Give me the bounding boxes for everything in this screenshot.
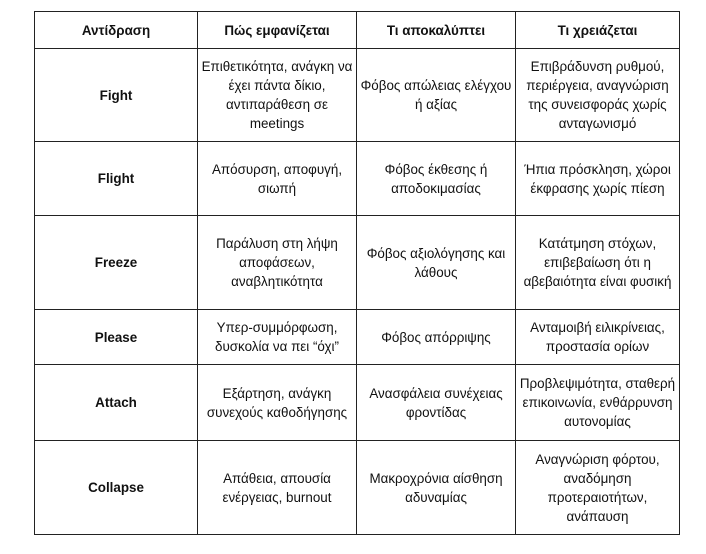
table-header	[35, 12, 680, 49]
header-reaction: Αντίδραση	[35, 12, 198, 49]
appearance-cell: Υπερ-συμμόρφωση, δυσκολία να πει “όχι”	[198, 310, 357, 365]
needs-cell: Αναγνώριση φόρτου, αναδόμηση προτεραιοτήτων, ανάπαυση	[516, 441, 680, 535]
header-needs: Τι χρειάζεται	[516, 12, 680, 49]
reveals-cell: Φόβος απώλειας ελέγχου ή αξίας	[357, 49, 516, 142]
table-row	[35, 142, 680, 216]
table-row	[35, 49, 680, 142]
needs-cell: Ανταμοιβή ειλικρίνειας, προστασία ορίων	[516, 310, 680, 365]
needs-cell: Προβλεψιμότητα, σταθερή επικοινωνία, ενθάρρυνση αυτονομίας	[516, 365, 680, 441]
appearance-cell: Απόσυρση, αποφυγή, σιωπή	[198, 142, 357, 216]
reaction-cell: Attach	[35, 365, 198, 441]
appearance-cell: Εξάρτηση, ανάγκη συνεχούς καθοδήγησης	[198, 365, 357, 441]
reveals-cell: Μακροχρόνια αίσθηση αδυναμίας	[357, 441, 516, 535]
reveals-cell: Φόβος αξιολόγησης και λάθους	[357, 216, 516, 310]
table-row	[35, 216, 680, 310]
header-appearance: Πώς εμφανίζεται	[198, 12, 357, 49]
table-row	[35, 441, 680, 535]
appearance-cell: Απάθεια, απουσία ενέργειας, burnout	[198, 441, 357, 535]
needs-cell: Ήπια πρόσκληση, χώροι έκφρασης χωρίς πίεση	[516, 142, 680, 216]
table-row	[35, 365, 680, 441]
reaction-cell: Freeze	[35, 216, 198, 310]
table-row	[35, 310, 680, 365]
reveals-cell: Ανασφάλεια συνέχειας φροντίδας	[357, 365, 516, 441]
appearance-cell: Παράλυση στη λήψη αποφάσεων, αναβλητικότητα	[198, 216, 357, 310]
needs-cell: Κατάτμηση στόχων, επιβεβαίωση ότι η αβεβαιότητα είναι φυσική	[516, 216, 680, 310]
reaction-cell: Fight	[35, 49, 198, 142]
appearance-cell: Επιθετικότητα, ανάγκη να έχει πάντα δίκιο, αντιπαράθεση σε meetings	[198, 49, 357, 142]
reaction-cell: Collapse	[35, 441, 198, 535]
header-row	[35, 12, 680, 49]
needs-cell: Επιβράδυνση ρυθμού, περιέργεια, αναγνώριση της συνεισφοράς χωρίς ανταγωνισμό	[516, 49, 680, 142]
reaction-cell: Flight	[35, 142, 198, 216]
reveals-cell: Φόβος έκθεσης ή αποδοκιμασίας	[357, 142, 516, 216]
reveals-cell: Φόβος απόρριψης	[357, 310, 516, 365]
table-body	[35, 49, 680, 535]
header-reveals: Τι αποκαλύπτει	[357, 12, 516, 49]
reactions-table	[34, 11, 680, 535]
reaction-cell: Please	[35, 310, 198, 365]
